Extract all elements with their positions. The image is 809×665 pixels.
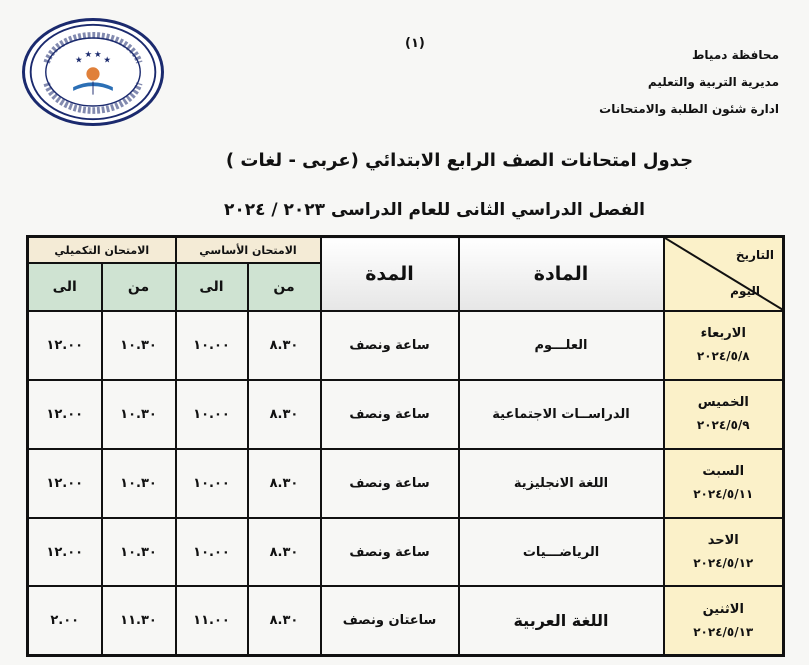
svg-text:★: ★ [84,49,93,60]
makeup-to-cell: ١٢.٠٠ [28,518,102,587]
svg-text:★: ★ [93,49,102,60]
directorate-logo [22,18,164,126]
makeup-to-cell: ١٢.٠٠ [28,311,102,380]
duration-cell: ساعة ونصف [321,380,459,449]
basic-from-cell: ٨.٣٠ [248,518,321,587]
subject-cell: اللغة العربية [459,586,664,655]
date-header-label: التاريخ [735,248,774,262]
day-label: الاحد [707,533,739,548]
subject-cell: العلـــوم [459,311,664,380]
subject-cell: اللغة الانجليزية [459,449,664,518]
date-label: ٢٠٢٤/٥/٨ [696,349,750,364]
basic-to-cell: ١١.٠٠ [176,586,248,655]
makeup-from-header: من [102,263,176,310]
subject-cell: الدراســات الاجتماعية [459,380,664,449]
directorate-name: مديرية التربية والتعليم [647,75,779,89]
issuer-header [599,42,779,123]
day-date-cell [664,586,784,655]
makeup-to-header: الى [28,263,102,310]
duration-cell: ساعة ونصف [321,449,459,518]
department-name: ادارة شئون الطلبة والامتحانات [599,102,779,116]
logo-emblem-icon [25,21,161,123]
exam-schedule-table [26,235,785,657]
date-label: ٢٠٢٤/٥/١٣ [693,624,754,639]
table-row [28,586,784,655]
duration-cell: ساعة ونصف [321,518,459,587]
basic-to-cell: ١٠.٠٠ [176,449,248,518]
table-row [28,311,784,380]
table-row [28,380,784,449]
day-date-cell [664,380,784,449]
date-day-header [664,237,784,311]
duration-cell: ساعتان ونصف [321,586,459,655]
makeup-from-cell: ١١.٣٠ [102,586,176,655]
basic-from-cell: ٨.٣٠ [248,586,321,655]
makeup-from-cell: ١٠.٣٠ [102,380,176,449]
basic-from-cell: ٨.٣٠ [248,449,321,518]
document-title: جدول امتحانات الصف الرابع الابتدائي (عربى - لغات ) [225,150,694,171]
date-label: ٢٠٢٤/٥/٩ [696,418,750,433]
day-date-cell [664,311,784,380]
makeup-exam-header: الامتحان التكميلي [28,237,176,264]
table-row [28,518,784,587]
day-date-cell [664,518,784,587]
day-label: السبت [702,464,745,480]
basic-to-cell: ١٠.٠٠ [176,518,248,587]
day-label: الاثنين [702,601,744,617]
basic-exam-header: الامتحان الأساسي [176,237,321,264]
day-label: الخميس [697,395,749,411]
governorate-name: محافظة دمياط [691,48,779,62]
svg-text:★: ★ [103,55,112,66]
makeup-to-cell: ١٢.٠٠ [28,449,102,518]
makeup-from-cell: ١٠.٣٠ [102,449,176,518]
day-header-label: اليوم [730,283,760,298]
basic-from-cell: ٨.٣٠ [248,380,321,449]
day-date-cell [664,449,784,518]
day-label: الاربعاء [700,326,746,342]
makeup-to-cell: ٢.٠٠ [28,586,102,655]
basic-to-header: الى [176,263,248,310]
basic-from-cell: ٨.٣٠ [248,311,321,380]
basic-from-header: من [248,263,321,310]
makeup-from-cell: ١٠.٣٠ [102,311,176,380]
makeup-to-cell: ١٢.٠٠ [28,380,102,449]
svg-text:★: ★ [75,55,83,66]
date-label: ٢٠٢٤/٥/١١ [693,487,754,502]
subject-cell: الرياضـــيات [459,518,664,587]
date-label: ٢٠٢٤/٥/١٢ [693,556,754,570]
page-number: (١) [405,36,425,51]
makeup-from-cell: ١٠.٣٠ [102,518,176,587]
duration-header: المدة [321,237,459,311]
table-row [28,449,784,518]
basic-to-cell: ١٠.٠٠ [176,311,248,380]
subject-header: المادة [459,237,664,311]
basic-to-cell: ١٠.٠٠ [176,380,248,449]
duration-cell: ساعة ونصف [321,311,459,380]
document-subtitle: الفصل الدراسي الثانى للعام الدراسى ٢٠٢٣ / ٢٠٢٤ [223,200,646,220]
